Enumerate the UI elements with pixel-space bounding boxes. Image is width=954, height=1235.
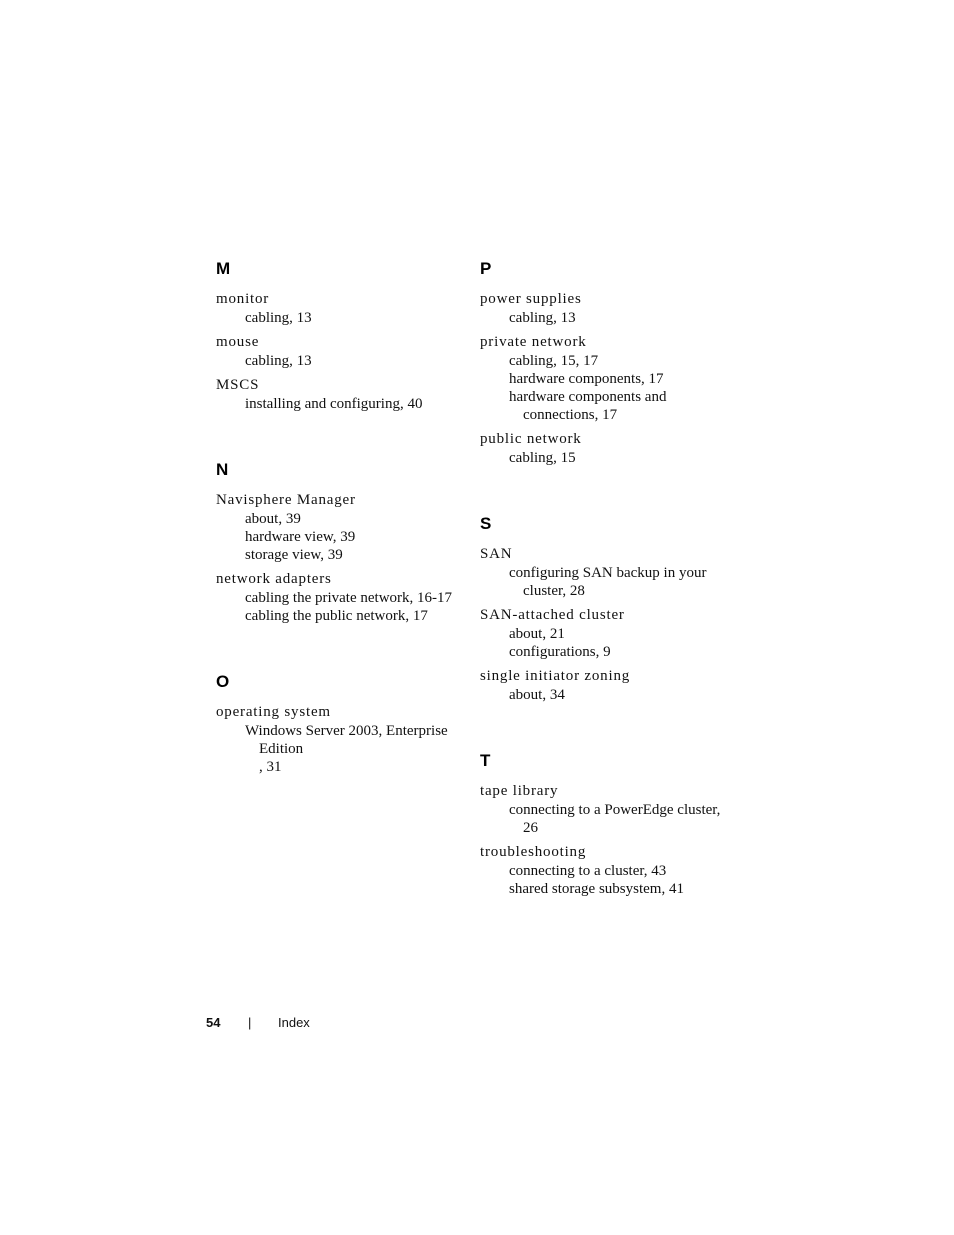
index-subentry: hardware components, 17 (509, 371, 664, 387)
index-term: Navisphere Manager (216, 492, 356, 508)
index-subentry: cabling, 13 (245, 353, 312, 369)
index-entry (480, 289, 725, 327)
index-subentry: connecting to a PowerEdge cluster, 26 (509, 802, 721, 836)
index-entry (480, 842, 725, 898)
index-letter-heading: M (216, 259, 231, 278)
index-subentry: cabling, 15, 17 (509, 353, 599, 369)
index-term: power supplies (480, 291, 582, 307)
index-subentry: hardware components and connections, 17 (509, 389, 667, 423)
index-letter-heading: N (216, 460, 229, 479)
index-subentry: Windows Server 2003, Enterprise Edition , 31 (245, 723, 448, 775)
index-entry (480, 544, 725, 600)
index-subentry: cabling, 13 (509, 310, 576, 326)
index-column-left (216, 258, 461, 822)
index-entry (480, 429, 725, 467)
index-subentry: connecting to a cluster, 43 (509, 863, 667, 879)
index-entry (480, 781, 725, 837)
index-letter-group (216, 459, 461, 625)
index-term: MSCS (216, 377, 260, 393)
index-subentry: about, 39 (245, 511, 301, 527)
index-subentry: configuring SAN backup in your cluster, 28 (509, 565, 707, 599)
index-letter-heading: O (216, 672, 230, 691)
index-term: private network (480, 334, 587, 350)
index-letter-group (480, 513, 725, 704)
index-entry (216, 569, 461, 625)
index-subentry: configurations, 9 (509, 644, 611, 660)
index-subentry: cabling the private network, 16-17 (245, 590, 453, 606)
index-entry (216, 490, 461, 564)
index-letter-heading: P (480, 259, 492, 278)
index-entry (216, 332, 461, 370)
page-footer (206, 1015, 310, 1030)
index-column-right (480, 258, 725, 944)
index-term: troubleshooting (480, 844, 587, 860)
index-subentry: storage view, 39 (245, 547, 343, 563)
footer-section-label: Index (278, 1015, 310, 1030)
index-term: mouse (216, 334, 260, 350)
index-term: public network (480, 431, 582, 447)
index-letter-group (480, 258, 725, 467)
index-term: operating system (216, 704, 331, 720)
index-entry (216, 375, 461, 413)
index-letter-heading: S (480, 514, 492, 533)
index-subentry: installing and configuring, 40 (245, 396, 423, 412)
index-term: monitor (216, 291, 270, 307)
index-letter-group (216, 671, 461, 776)
index-subentry: cabling, 15 (509, 450, 576, 466)
index-term: SAN-attached cluster (480, 607, 625, 623)
index-term: network adapters (216, 571, 332, 587)
index-term: single initiator zoning (480, 668, 631, 684)
index-subentry: about, 34 (509, 687, 565, 703)
index-entry (480, 666, 725, 704)
index-subentry: shared storage subsystem, 41 (509, 881, 684, 897)
index-term: tape library (480, 783, 559, 799)
index-letter-heading: T (480, 751, 491, 770)
index-subentry: hardware view, 39 (245, 529, 356, 545)
index-term: SAN (480, 546, 513, 562)
page-number: 54 (206, 1015, 221, 1030)
index-subentry: about, 21 (509, 626, 565, 642)
index-subentry: cabling the public network, 17 (245, 608, 428, 624)
footer-separator: | (248, 1015, 252, 1030)
index-letter-group (480, 750, 725, 898)
index-entry (480, 332, 725, 424)
index-entry (480, 605, 725, 661)
index-subentry: cabling, 13 (245, 310, 312, 326)
index-entry (216, 702, 461, 776)
index-entry (216, 289, 461, 327)
index-letter-group (216, 258, 461, 413)
